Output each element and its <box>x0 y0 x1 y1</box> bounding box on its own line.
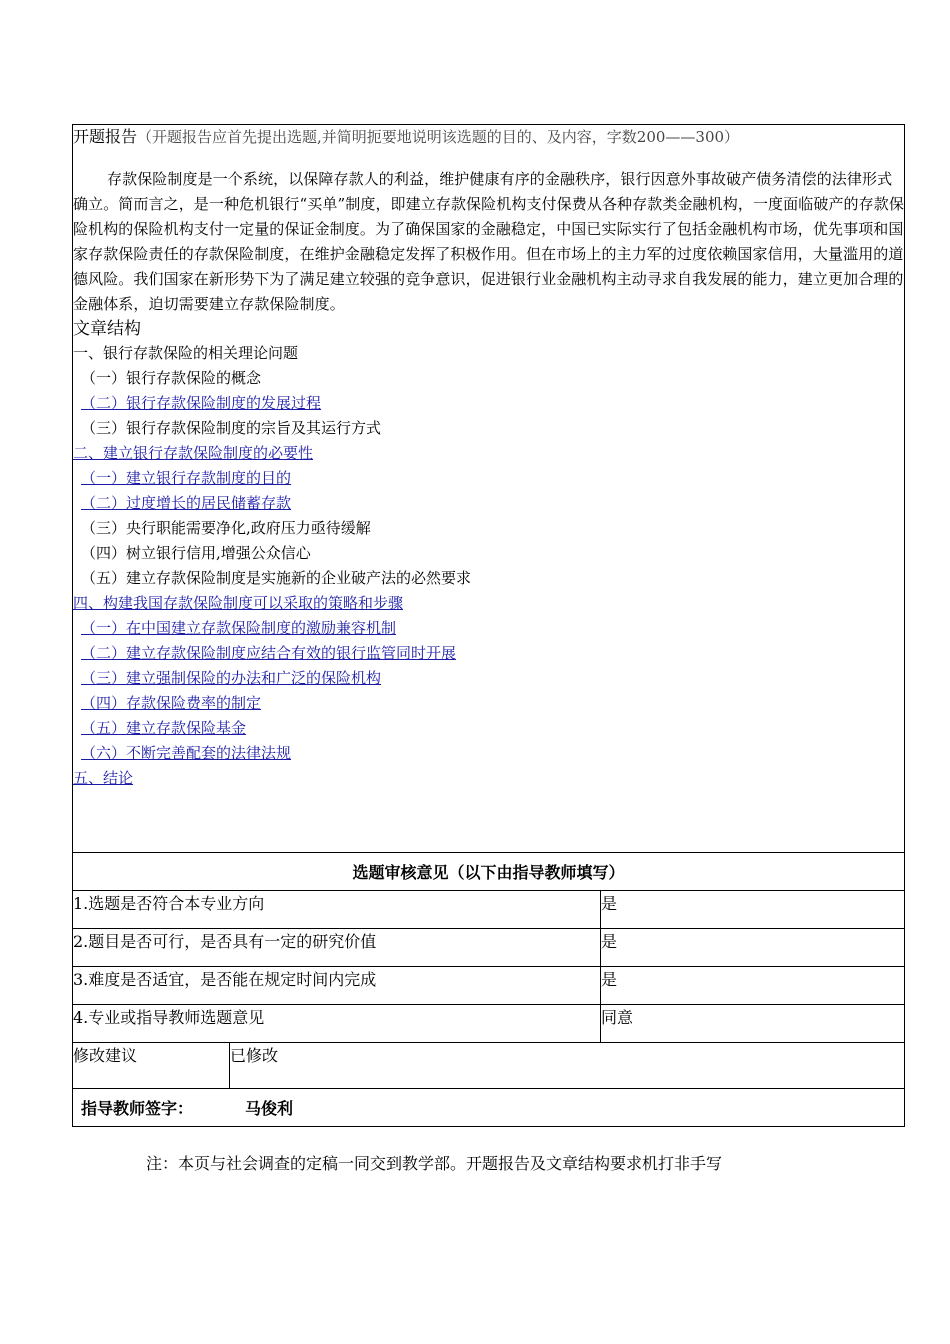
outline-item: （四）树立银行信用,增强公众信心 <box>81 544 311 562</box>
outline-title: 文章结构 <box>73 319 141 339</box>
outline-link-item[interactable]: 四、构建我国存款保险制度可以采取的策略和步骤 <box>73 594 404 612</box>
outline-link-item[interactable]: （一）建立银行存款制度的目的 <box>81 469 292 487</box>
suggestion-value: 已修改 <box>230 1043 905 1089</box>
review-question-4: 4.专业或指导教师选题意见 <box>73 1005 601 1043</box>
report-section <box>73 125 905 853</box>
suggestion-label: 修改建议 <box>73 1043 230 1089</box>
report-heading-title: 开题报告 <box>73 127 138 146</box>
review-question-2: 2.题目是否可行，是否具有一定的研究价值 <box>73 929 601 967</box>
outline-item: （一）银行存款保险的概念 <box>81 369 262 387</box>
proposal-form-table <box>72 124 905 1127</box>
report-heading-hint: （开题报告应首先提出选题,并简明扼要地说明该选题的目的、及内容，字数200——300） <box>137 128 740 146</box>
review-answer-2: 是 <box>601 929 905 967</box>
outline-item: （五）建立存款保险制度是实施新的企业破产法的必然要求 <box>81 569 472 587</box>
outline-link-item[interactable]: （二）建立存款保险制度应结合有效的银行监管同时开展 <box>81 644 457 662</box>
report-heading <box>73 125 904 149</box>
outline-link-item[interactable]: （六）不断完善配套的法律法规 <box>81 744 292 762</box>
outline-link-item[interactable]: （四）存款保险费率的制定 <box>81 694 262 712</box>
outline-link-item[interactable]: （二）银行存款保险制度的发展过程 <box>81 394 322 412</box>
review-question-3: 3.难度是否适宜，是否能在规定时间内完成 <box>73 967 601 1005</box>
review-header: 选题审核意见（以下由指导教师填写） <box>73 853 905 891</box>
outline-list <box>73 341 904 791</box>
outline-link-item[interactable]: （三）建立强制保险的办法和广泛的保险机构 <box>81 669 382 687</box>
signature-label: 指导教师签字： <box>81 1099 194 1118</box>
outline-link-item[interactable]: （五）建立存款保险基金 <box>81 719 247 737</box>
review-answer-4: 同意 <box>601 1005 905 1043</box>
footer-note: 注：本页与社会调查的定稿一同交到教学部。开题报告及文章结构要求机打非手写 <box>146 1154 723 1173</box>
outline-item: （三）银行存款保险制度的宗旨及其运行方式 <box>81 419 382 437</box>
outline-link-item[interactable]: 五、结论 <box>73 769 134 787</box>
outline-link-item[interactable]: 二、建立银行存款保险制度的必要性 <box>73 444 314 462</box>
signature-row <box>73 1089 905 1127</box>
outline-link-item[interactable]: （一）在中国建立存款保险制度的激励兼容机制 <box>81 619 397 637</box>
outline-link-item[interactable]: （二）过度增长的居民储蓄存款 <box>81 494 292 512</box>
review-answer-3: 是 <box>601 967 905 1005</box>
review-question-1: 1.选题是否符合本专业方向 <box>73 891 601 929</box>
review-answer-1: 是 <box>601 891 905 929</box>
signature-name: 马俊利 <box>245 1099 294 1118</box>
report-body-text: 存款保险制度是一个系统，以保障存款人的利益，维护健康有序的金融秩序，银行因意外事故破产债务清偿的法律形式确立。简而言之，是一种危机银行“买单”制度，即建立存款保险机构支付保费从各种存款类金融机构，一度面临破产的存款保险机构的保险机构支付一定量的保证金制度。为了确保国家的金融稳定，中国已实际实行了包括金融机构市场，优先事项和国家存款保险责任的存款保险制度，在维护金融稳定发挥了积极作用。但在市场上的主力军的过度依赖国家信用，大量滥用的道德风险。我们国家在新形势下为了满足建立较强的竞争意识，促进银行业金融机构主动寻求自我发展的能力，建立更加合理的金融体系，迫切需要建立存款保险制度。 <box>73 170 904 313</box>
outline-item: 一、银行存款保险的相关理论问题 <box>73 344 299 362</box>
outline-item: （三）央行职能需要净化,政府压力亟待缓解 <box>81 519 371 537</box>
